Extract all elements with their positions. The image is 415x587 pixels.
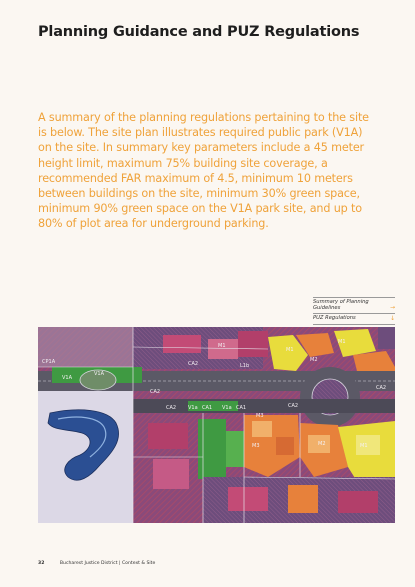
arrow-right-icon: → <box>389 304 395 312</box>
map-label: M1 <box>218 343 226 349</box>
map-zone <box>288 485 318 513</box>
map-label: CA2 <box>166 405 177 411</box>
map-zone <box>252 421 272 437</box>
footer-text: Bucharest Justice District | Context & Site <box>59 561 156 566</box>
nav-item-label: Summary of Planning Guidelines <box>313 299 369 312</box>
page-title: Planning Guidance and PUZ Regulations <box>38 24 360 40</box>
map-label: M2 <box>318 441 326 447</box>
page-number: 32 <box>38 561 45 566</box>
map-zone <box>378 327 395 349</box>
map-label: M2 <box>310 357 318 363</box>
map-zone <box>148 423 188 449</box>
map-label: V1a <box>188 405 198 411</box>
map-label: M3 <box>256 413 264 419</box>
arrow-down-icon: ↓ <box>389 314 395 322</box>
map-zone <box>228 487 268 511</box>
nav-item-summary-of-planning-guidelines[interactable] <box>313 297 395 313</box>
map-label: CA2 <box>376 385 387 391</box>
map-label: CP1A <box>42 359 56 365</box>
map-label: M1 <box>360 443 368 449</box>
map-label: M1 <box>286 347 294 353</box>
map-label: V1a <box>222 405 232 411</box>
section-nav <box>313 297 395 325</box>
site-plan-map <box>38 327 395 523</box>
map-label: CA1 <box>202 405 213 411</box>
map-zone <box>338 491 378 513</box>
map-label: V1A <box>94 371 105 377</box>
map-label: CA2 <box>150 389 161 395</box>
nav-item-puz-regulations[interactable] <box>313 313 395 324</box>
map-label: CA2 <box>188 361 199 367</box>
map-label: V1A <box>62 375 73 381</box>
map-zone <box>208 339 238 359</box>
map-zone-green <box>198 419 226 479</box>
map-zone <box>238 331 268 357</box>
map-zone-green <box>226 431 244 467</box>
map-label: M1 <box>338 339 346 345</box>
summary-paragraph: A summary of the planning regulations pertaining to the site is below. The site plan illustrates required public park (V1A) on the site. In summary key parameters include a 45 meter height limit, maximum 75% building site coverage, a recommended FAR maximum of 4.5, minimum 10 meters between buildings on the site, minimum 30% green space, minimum 90% green space on the V1A park site, and up to 80% of plot area for underground parking. <box>38 111 369 231</box>
map-label: CA2 <box>288 403 299 409</box>
map-label: M3 <box>252 443 260 449</box>
map-label: L1b <box>240 363 250 369</box>
map-zone <box>163 335 201 353</box>
map-zone <box>153 459 189 489</box>
map-zone <box>276 437 294 455</box>
map-label: CA1 <box>236 405 247 411</box>
nav-item-label: PUZ Regulations <box>313 315 356 322</box>
page-footer <box>38 561 155 566</box>
